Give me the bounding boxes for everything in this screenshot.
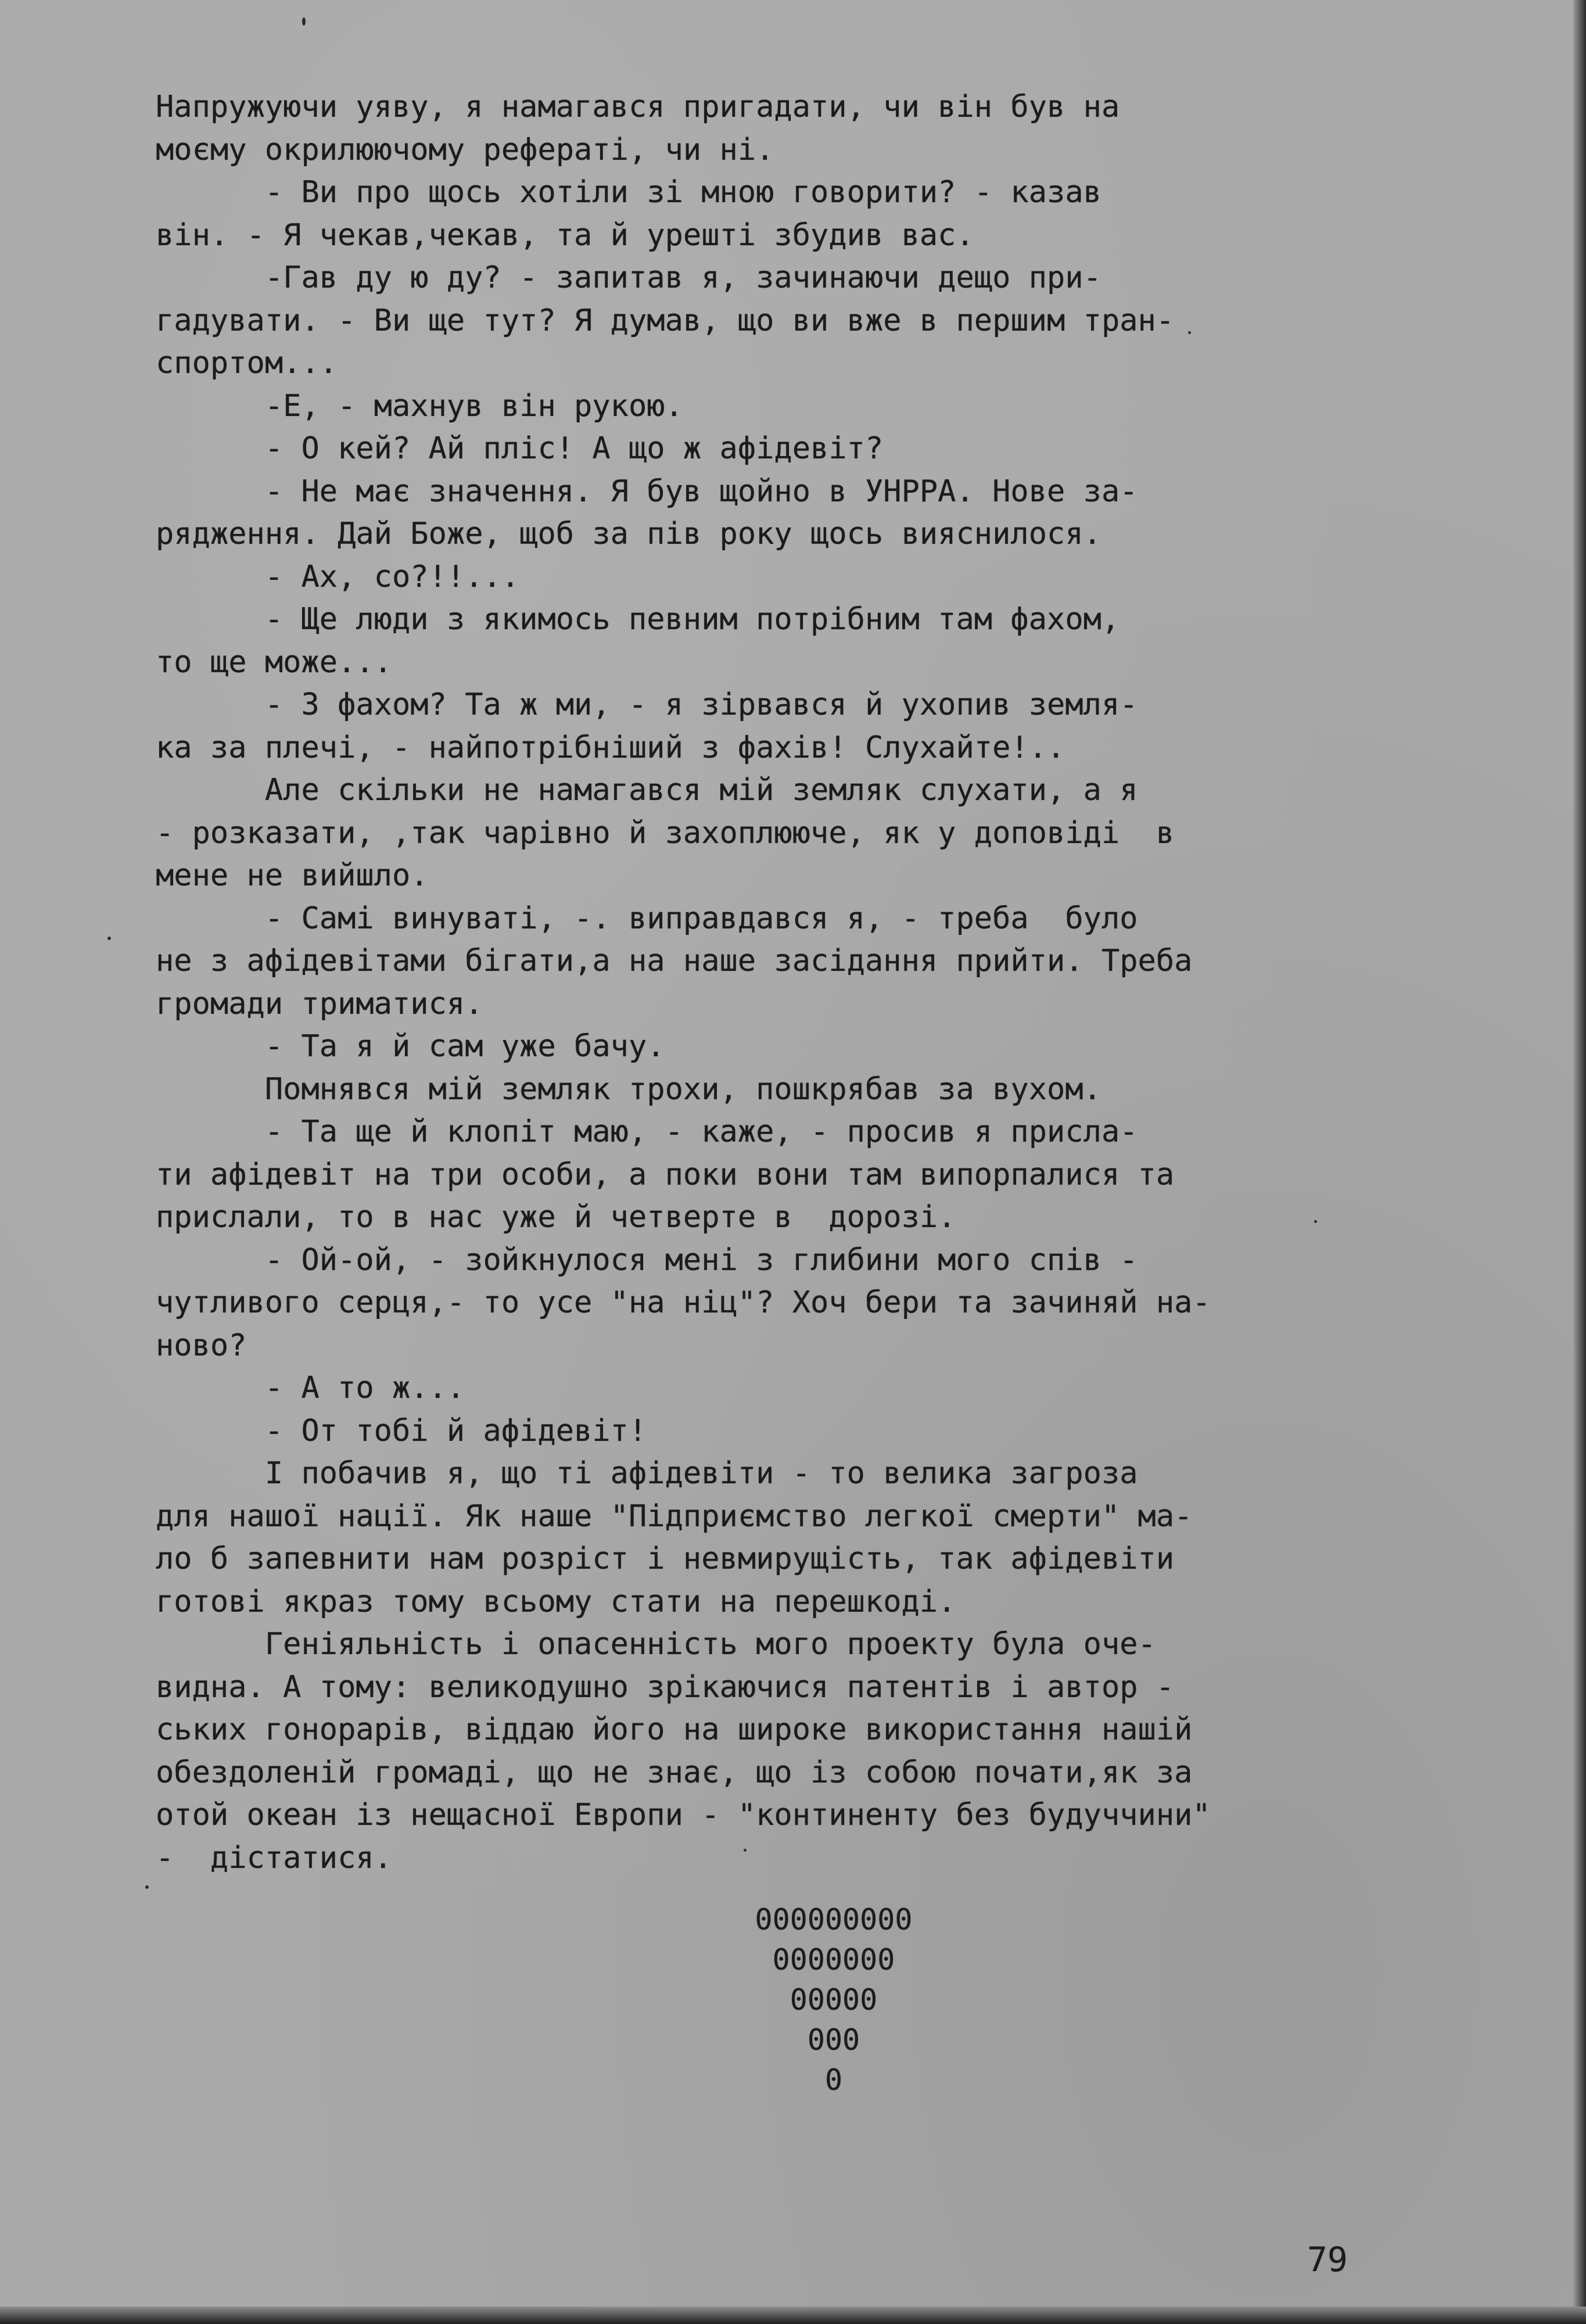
text-line: рядження. Дай Боже, щоб за пів року щось вияснилося. — [156, 517, 1101, 551]
ink-speck — [1314, 1220, 1317, 1223]
text-line: - Не має значення. Я був щойно в УНРРА. Нове за- — [156, 474, 1138, 509]
text-line: чутливого серця,- то усе "на ніц"? Хоч бери та зачиняй на- — [156, 1285, 1211, 1320]
ornament-row: 000 — [807, 2023, 860, 2057]
text-line: - дістатися. — [156, 1840, 392, 1875]
text-line: моєму окрилюючому рефераті, чи ні. — [156, 132, 774, 167]
text-line: -Гав ду ю ду? - запитав я, зачинаючи дещо при- — [156, 260, 1101, 295]
page-edge-shadow — [1573, 0, 1586, 2324]
text-line: Помнявся мій земляк трохи, пошкрябав за вухом. — [156, 1071, 1101, 1107]
text-line: Геніяльність і опасенність мого проекту була оче- — [156, 1627, 1156, 1662]
ink-speck — [1188, 331, 1191, 334]
text-line: ново? — [156, 1328, 247, 1363]
text-line: Напружуючи уяву, я намагався пригадати, чи він був на — [156, 89, 1120, 124]
page-edge-shadow — [0, 2307, 1586, 2324]
ink-speck — [744, 1849, 747, 1852]
text-line: - От тобі й афідевіт! — [156, 1413, 647, 1448]
text-line: громади триматися. — [156, 986, 483, 1021]
text-line: - Та я й сам уже бачу. — [156, 1029, 665, 1064]
typewritten-text — [156, 86, 1527, 1880]
text-line: - Та ще й клопіт маю, - каже, - просив я присла- — [156, 1114, 1138, 1149]
text-line: ка за плечі, - найпотрібніший з фахів! Слухайте!.. — [156, 730, 1065, 765]
text-line: - Ах, со?!!... — [156, 559, 520, 594]
ornament-row: 000000000 — [755, 1903, 913, 1936]
text-line: прислали, то в нас уже й четверте в дорозі. — [156, 1200, 956, 1235]
ink-speck — [302, 17, 306, 26]
ornament-row: 0 — [824, 2063, 843, 2097]
text-line: Але скільки не намагався мій земляк слухати, а я — [156, 773, 1138, 808]
text-line: то ще може... — [156, 644, 392, 680]
text-line: - А то ж... — [156, 1371, 465, 1405]
text-line: отой океан із нещасної Европи - "континенту без будуччини" — [156, 1798, 1211, 1832]
page-number: 79 — [1307, 2240, 1348, 2279]
text-line: І побачив я, що ті афідевіти - то велика загроза — [156, 1456, 1138, 1491]
text-line: ло б запевнити нам розріст і невмирущість, так афідевіти — [156, 1541, 1175, 1576]
text-line: мене не вийшло. — [156, 858, 429, 893]
text-line: ських гонорарів, віддаю його на широке використання нашій — [156, 1712, 1193, 1747]
text-line: - О кей? Ай пліс! А що ж афідевіт? — [156, 431, 884, 466]
text-line: для нашої нації. Як наше "Підприємство легкої смерти" ма- — [156, 1498, 1193, 1534]
text-line: гадувати. - Ви ще тут? Я думав, що ви вже в першим тран- — [156, 303, 1175, 338]
text-line: -Е, - махнув він рукою. — [156, 388, 683, 424]
text-line: спортом... — [156, 346, 338, 381]
ornament-row: 00000 — [790, 1983, 878, 2017]
text-line: ти афідевіт на три особи, а поки вони там випорпалися та — [156, 1157, 1175, 1192]
ink-speck — [107, 937, 111, 940]
text-line: готові якраз тому всьому стати на перешкоді. — [156, 1584, 956, 1619]
text-line: обездоленій громаді, що не знає, що із собою почати,як за — [156, 1755, 1193, 1790]
text-line: - Ви про щось хотіли зі мною говорити? - казав — [156, 175, 1101, 210]
text-line: - Ой-ой, - зойкнулося мені з глибини мого спів - — [156, 1242, 1138, 1278]
text-line: він. - Я чекав,чекав, та й урешті збудив вас. — [156, 217, 974, 253]
text-line: - Ще люди з якимось певним потрібним там фахом, — [156, 602, 1120, 637]
text-line: не з афідевітами бігати,а на наше засідання прийти. Треба — [156, 944, 1193, 978]
text-line: видна. А тому: великодушно зрікаючися патентів і автор - — [156, 1669, 1175, 1705]
ornament-row: 0000000 — [772, 1943, 895, 1977]
ornament-triangle — [703, 1900, 964, 2100]
text-line: - Самі винуваті, -. виправдався я, - треба було — [156, 901, 1138, 936]
text-line: - розказати, ,так чарівно й захоплююче, як у доповіді в — [156, 815, 1175, 851]
text-line: - З фахом? Та ж ми, - я зірвався й ухопив земля- — [156, 687, 1138, 722]
ink-speck — [145, 1885, 149, 1889]
